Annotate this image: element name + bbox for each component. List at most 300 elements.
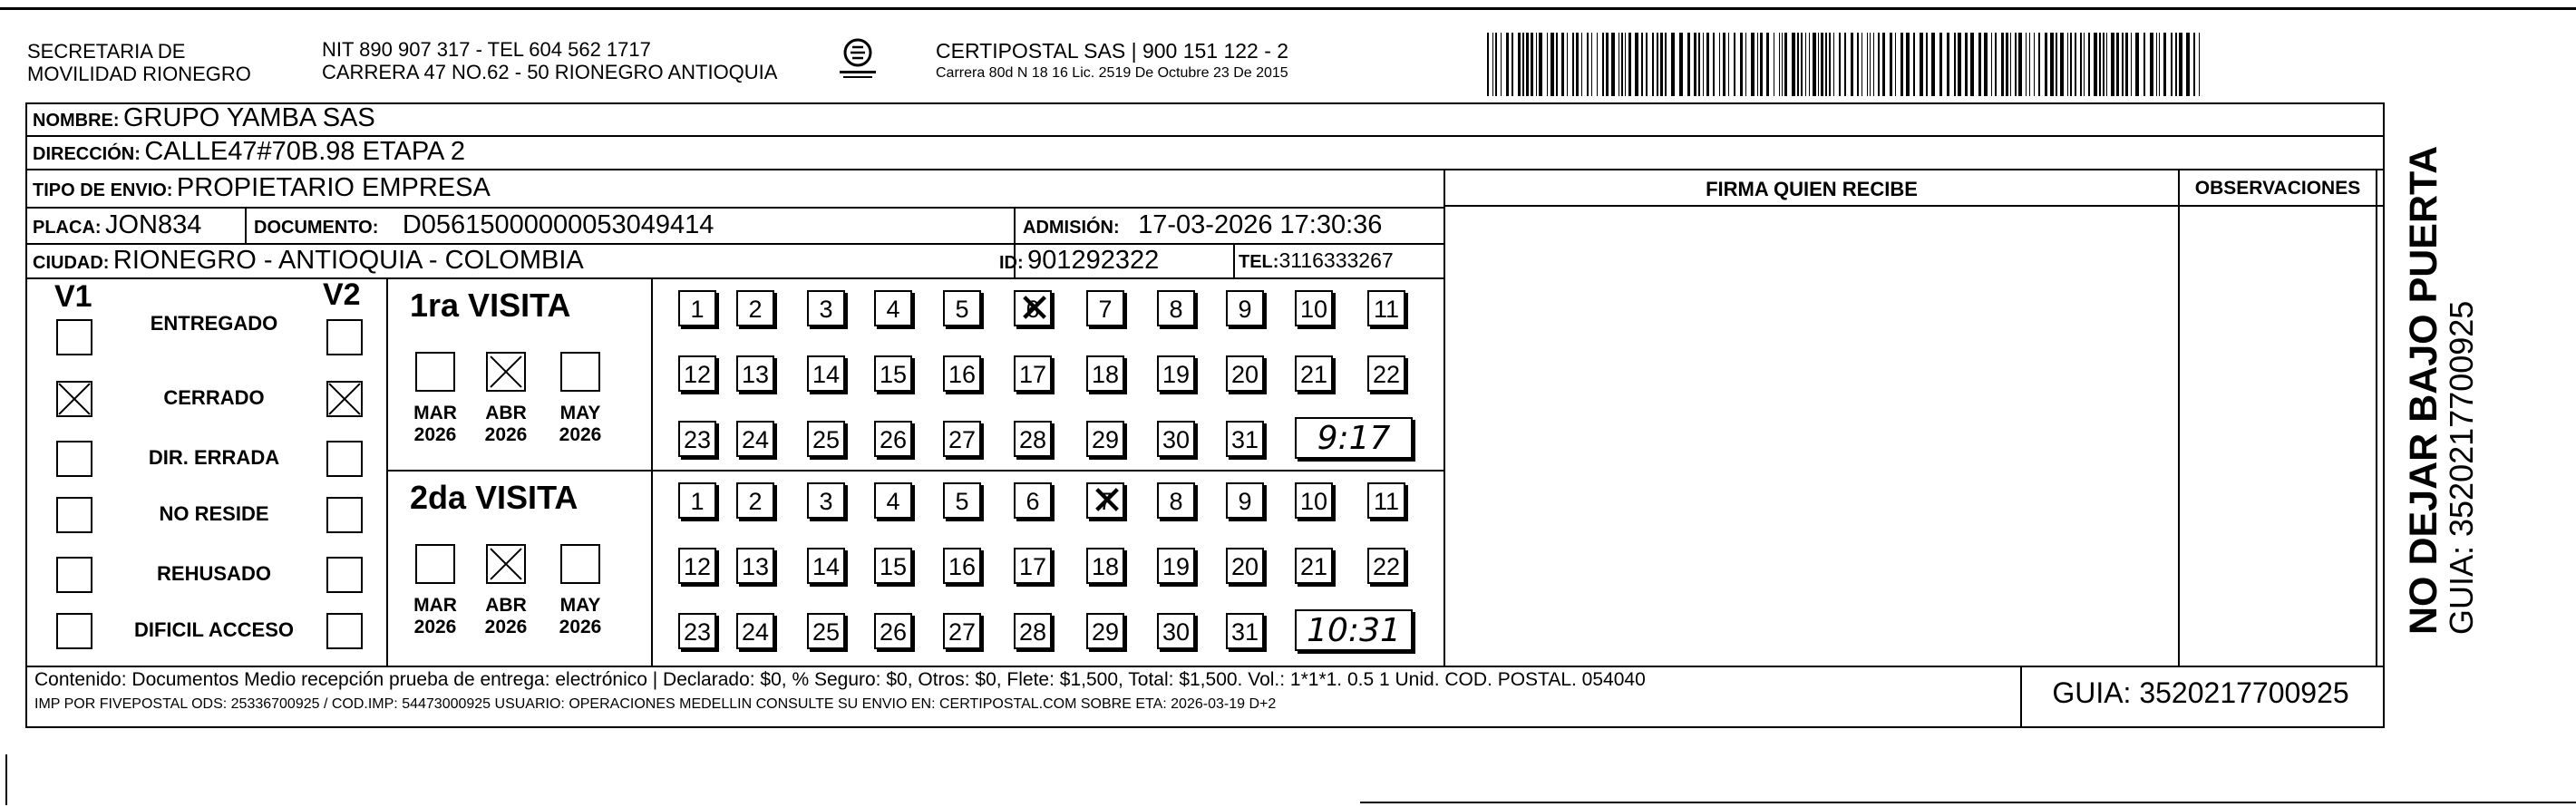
footer-guide: GUIA: 3520217700925: [2052, 676, 2349, 709]
day-box[interactable]: 11: [1367, 290, 1405, 326]
v1-checkbox[interactable]: [56, 441, 92, 477]
month-label: [479, 403, 533, 446]
month-checkbox-abr[interactable]: [486, 544, 526, 584]
address-label: DIRECCIÓN:: [33, 144, 141, 164]
day-box[interactable]: 31: [1226, 613, 1264, 649]
barcode-bar: [2015, 33, 2017, 96]
barcode-bar: [1611, 33, 1615, 96]
col-line-months: [651, 277, 653, 666]
barcode-bar: [1995, 33, 1997, 96]
city-label: CIUDAD:: [33, 253, 110, 273]
day-box[interactable]: 15: [874, 355, 912, 392]
courier-logo-icon: [834, 36, 881, 83]
sender-name: [27, 40, 251, 85]
barcode-bar: [1728, 33, 1729, 96]
barcode-bar: [1991, 33, 1992, 96]
v2-header: V2: [323, 277, 361, 312]
month-checkbox-abr[interactable]: [486, 352, 526, 392]
month-checkbox-mar[interactable]: [415, 544, 455, 584]
day-box[interactable]: 1: [678, 482, 716, 519]
barcode-bar: [1978, 33, 1981, 96]
day-box[interactable]: 17: [1014, 548, 1052, 584]
status-label: CERRADO: [163, 386, 265, 409]
barcode-bar: [2103, 33, 2105, 96]
type-label: TIPO DE ENVIO:: [33, 180, 173, 200]
barcode-bar: [2056, 33, 2057, 96]
visit-time[interactable]: 10:31: [1295, 609, 1413, 651]
barcode-bar: [2099, 33, 2101, 96]
day-box[interactable]: 20: [1226, 355, 1264, 392]
barcode-bar: [2135, 33, 2139, 96]
barcode-bar: [1561, 33, 1564, 96]
barcode-bar: [1652, 33, 1654, 96]
day-box[interactable]: 30: [1157, 421, 1195, 457]
id-label: ID:: [999, 253, 1024, 273]
col-line-right: [2376, 169, 2377, 666]
day-box[interactable]: 18: [1086, 355, 1124, 392]
day-box[interactable]: 26: [874, 421, 912, 457]
v1-checkbox[interactable]: [56, 557, 92, 593]
day-box[interactable]: 13: [736, 548, 774, 584]
barcode-bar: [1809, 33, 1810, 96]
day-box[interactable]: 12: [678, 355, 716, 392]
col-line-tel: [1233, 243, 1235, 277]
barcode-bar: [2186, 33, 2190, 96]
barcode-bar: [1867, 33, 1868, 96]
day-box[interactable]: 25: [807, 421, 845, 457]
barcode-bar: [2034, 33, 2035, 96]
day-box[interactable]: 20: [1226, 548, 1264, 584]
month-name: MAY: [559, 595, 601, 616]
barcode-bar: [1857, 33, 1859, 96]
day-box[interactable]: 29: [1086, 421, 1124, 457]
barcode-bar: [1526, 33, 1529, 96]
barcode-bar: [2125, 33, 2128, 96]
month-year: 2026: [559, 617, 602, 637]
barcode-bar: [1591, 33, 1592, 96]
barcode-bar: [1839, 33, 1841, 96]
courier-info: [936, 38, 1288, 83]
barcode-bar: [1958, 33, 1961, 96]
barcode-bar: [1547, 33, 1548, 96]
barcode-bar: [1512, 33, 1513, 96]
barcode-bar: [1518, 33, 1521, 96]
barcode-bar: [2131, 33, 2132, 96]
barcode-bar: [2106, 33, 2107, 96]
barcode-bar: [2018, 33, 2022, 96]
barcode-bar: [2045, 33, 2047, 96]
barcode-bar: [1501, 33, 1502, 96]
day-box[interactable]: 9: [1226, 482, 1264, 519]
address-line: CARRERA 47 NO.62 - 50 RIONEGRO ANTIOQUIA: [322, 61, 778, 83]
barcode-bar: [1745, 33, 1746, 96]
barcode-bar: [1713, 33, 1715, 96]
barcode-bar: [1719, 33, 1720, 96]
barcode-bar: [1873, 33, 1874, 96]
plate-field: [33, 209, 201, 246]
visit-title: 1ra VISITA: [410, 287, 571, 324]
type-value: PROPIETARIO EMPRESA: [176, 173, 491, 202]
v2-checkbox[interactable]: [326, 441, 363, 477]
admission-field: [1023, 209, 1382, 246]
barcode-bar: [1740, 33, 1743, 96]
day-box[interactable]: 27: [943, 613, 981, 649]
day-box[interactable]: 22: [1367, 355, 1405, 392]
month-name: MAR: [413, 403, 457, 423]
barcode-bar: [1539, 33, 1542, 96]
col-line-guide: [2020, 666, 2022, 728]
nit-line: NIT 890 907 317 - TEL 604 562 1717: [322, 38, 651, 61]
visit-title: 2da VISITA: [410, 479, 578, 516]
barcode-bar: [1703, 33, 1704, 96]
month-year: 2026: [413, 424, 457, 445]
v2-checkbox[interactable]: [326, 557, 363, 593]
city-field: [33, 244, 584, 281]
barcode-bar: [1882, 33, 1885, 96]
sender-contact: [322, 38, 777, 83]
month-year: 2026: [484, 424, 528, 445]
day-box[interactable]: 7 ✕: [1086, 482, 1124, 519]
top-border: [0, 7, 2576, 10]
barcode-bar: [1635, 33, 1638, 96]
barcode-bar: [2026, 33, 2027, 96]
barcode-bar: [2179, 33, 2182, 96]
v1-checkbox[interactable]: [56, 613, 92, 649]
barcode-bar: [1757, 33, 1758, 96]
tel-value: 3116333267: [1278, 248, 1394, 272]
status-label: DIFICIL ACCESO: [133, 618, 294, 641]
barcode-bar: [1660, 33, 1663, 96]
day-box[interactable]: 9: [1226, 290, 1264, 326]
day-box[interactable]: 5: [943, 290, 981, 326]
barcode-bar: [2150, 33, 2153, 96]
barcode-bar: [2038, 33, 2040, 96]
barcode-bar: [1906, 33, 1910, 96]
barcode-bar: [2060, 33, 2064, 96]
v1-header: V1: [54, 279, 92, 314]
barcode-bar: [1671, 33, 1675, 96]
barcode-bar: [1550, 33, 1554, 96]
barcode-bar: [2001, 33, 2004, 96]
barcode-bar: [1954, 33, 1956, 96]
month-name: MAR: [413, 595, 457, 616]
day-box[interactable]: 21: [1295, 355, 1333, 392]
v2-checkbox[interactable]: [326, 613, 363, 649]
barcode-bar: [1821, 33, 1823, 96]
barcode-bar: [1805, 33, 1806, 96]
sender-line-2: MOVILIDAD RIONEGRO: [27, 63, 251, 85]
barcode-bar: [1602, 33, 1604, 96]
barcode-bar: [1939, 33, 1942, 96]
barcode-bar: [2006, 33, 2008, 96]
barcode-bar: [1556, 33, 1558, 96]
barcode-bar: [2159, 33, 2160, 96]
day-box[interactable]: 24: [736, 421, 774, 457]
observations-header: OBSERVACIONES: [2194, 178, 2361, 199]
day-box[interactable]: 27: [943, 421, 981, 457]
day-box[interactable]: 25: [807, 613, 845, 649]
day-box[interactable]: 4: [874, 482, 912, 519]
v1-checkbox[interactable]: [56, 319, 92, 355]
barcode-bar: [1851, 33, 1853, 96]
col-line-status: [386, 277, 388, 666]
footer-imp: IMP POR FIVEPOSTAL ODS: 25336700925 / COD.IMP: 54473000925 USUARIO: OPERACIONES MEDELLIN CONSULTE SU ENVIO EN: CERTIPOSTAL.COM SOBRE ETA: 2026-03-19 D+2: [34, 696, 1277, 712]
barcode-bar: [1782, 33, 1783, 96]
day-box[interactable]: 18: [1086, 548, 1124, 584]
day-box[interactable]: 2: [736, 482, 774, 519]
name-value: GRUPO YAMBA SAS: [123, 103, 375, 132]
barcode-bar: [1492, 33, 1493, 96]
barcode-bar: [2080, 33, 2082, 96]
day-box[interactable]: 7: [1086, 290, 1124, 326]
barcode-bar: [1797, 33, 1799, 96]
month-label: [408, 595, 462, 638]
day-box[interactable]: 12: [678, 548, 716, 584]
day-box[interactable]: 28: [1014, 421, 1052, 457]
v1-checkbox[interactable]: [56, 497, 92, 533]
barcode-bar: [2029, 33, 2030, 96]
status-label: NO RESIDE: [159, 502, 269, 525]
barcode-bar: [1926, 33, 1928, 96]
day-box[interactable]: 5: [943, 482, 981, 519]
no-slide-under-door-warning: NO DEJAR BAJO PUERTA: [2402, 145, 2445, 635]
status-label: REHUSADO: [157, 562, 271, 585]
barcode-bar: [1495, 33, 1497, 96]
barcode-bar: [1931, 33, 1935, 96]
month-label: [553, 595, 608, 638]
v1-checkbox[interactable]: [56, 381, 92, 417]
day-box[interactable]: 31: [1226, 421, 1264, 457]
barcode-bar: [2111, 33, 2114, 96]
barcode-bar: [1792, 33, 1795, 96]
day-box[interactable]: 16: [943, 355, 981, 392]
barcode-bar: [2010, 33, 2011, 96]
barcode-bar: [2070, 33, 2072, 96]
barcode-bar: [1760, 33, 1763, 96]
barcode-bar: [1895, 33, 1896, 96]
day-box[interactable]: 8: [1157, 482, 1195, 519]
v2-checkbox[interactable]: [326, 381, 363, 417]
barcode-bar: [1522, 33, 1524, 96]
plate-value: JON834: [105, 210, 202, 239]
barcode-bar: [1844, 33, 1846, 96]
col-line-plate: [245, 207, 247, 243]
barcode-bar: [1531, 33, 1533, 96]
day-box[interactable]: 22: [1367, 548, 1405, 584]
day-box[interactable]: 19: [1157, 548, 1195, 584]
barcode-bar: [2122, 33, 2124, 96]
left-mark: [5, 754, 7, 805]
status-label: DIR. ERRADA: [148, 446, 280, 469]
barcode-bar: [1679, 33, 1683, 96]
month-year: 2026: [484, 617, 528, 637]
status-label: ENTREGADO: [150, 312, 278, 335]
day-box[interactable]: 24: [736, 613, 774, 649]
col-line-obs: [2178, 169, 2180, 666]
day-box[interactable]: 23: [678, 613, 716, 649]
month-name: ABR: [485, 403, 527, 423]
barcode-bar: [1646, 33, 1648, 96]
type-field: [33, 171, 491, 209]
day-box[interactable]: 14: [807, 355, 845, 392]
month-label: [408, 403, 462, 446]
barcode-bar: [1984, 33, 1988, 96]
barcode-bar: [2193, 33, 2195, 96]
barcode-bar: [2199, 33, 2200, 96]
day-box[interactable]: 26: [874, 613, 912, 649]
barcode-bar: [1487, 33, 1489, 96]
day-box[interactable]: 14: [807, 548, 845, 584]
day-box[interactable]: 2: [736, 290, 774, 326]
barcode-bar: [1628, 33, 1631, 96]
barcode-bar: [1536, 33, 1537, 96]
day-box[interactable]: 21: [1295, 548, 1333, 584]
day-box[interactable]: 11: [1367, 482, 1405, 519]
v2-checkbox[interactable]: [326, 497, 363, 533]
day-box[interactable]: 29: [1086, 613, 1124, 649]
barcode-bar: [1581, 33, 1582, 96]
day-box[interactable]: 23: [678, 421, 716, 457]
address-value: CALLE47#70B.98 ETAPA 2: [144, 137, 465, 166]
id-value: 901292322: [1027, 246, 1160, 275]
day-box[interactable]: 1: [678, 290, 716, 326]
barcode-bar: [1890, 33, 1892, 96]
day-box[interactable]: 19: [1157, 355, 1195, 392]
barcode-bar: [1825, 33, 1827, 96]
barcode-bar: [2175, 33, 2177, 96]
month-label: [553, 403, 608, 446]
day-box[interactable]: 30: [1157, 613, 1195, 649]
barcode-bar: [1625, 33, 1626, 96]
month-year: 2026: [413, 617, 457, 637]
day-box[interactable]: 6 ✕: [1014, 290, 1052, 326]
courier-line-2: Carrera 80d N 18 16 Lic. 2519 De Octubre 23 De 2015: [936, 65, 1288, 81]
day-box[interactable]: 28: [1014, 613, 1052, 649]
barcode-bar: [1818, 33, 1819, 96]
barcode: [1487, 33, 2203, 96]
barcode-bar: [1870, 33, 1871, 96]
barcode-bar: [2171, 33, 2173, 96]
barcode-bar: [2163, 33, 2166, 96]
barcode-bar: [1572, 33, 1574, 96]
month-label: [479, 595, 533, 638]
barcode-bar: [1641, 33, 1643, 96]
v2-checkbox[interactable]: [326, 319, 363, 355]
tel-field: [1239, 244, 1394, 280]
row-line-footer: [25, 666, 2385, 667]
barcode-bar: [1694, 33, 1696, 96]
barcode-bar: [1920, 33, 1923, 96]
signature-header: FIRMA QUIEN RECIBE: [1706, 178, 1918, 200]
name-label: NOMBRE:: [33, 111, 120, 131]
barcode-bar: [1829, 33, 1831, 96]
barcode-bar: [2084, 33, 2085, 96]
barcode-bar: [1723, 33, 1725, 96]
barcode-bar: [1970, 33, 1974, 96]
barcode-bar: [2050, 33, 2054, 96]
barcode-bar: [1878, 33, 1880, 96]
col-line-sign: [1444, 169, 1445, 666]
day-box[interactable]: 10: [1295, 290, 1333, 326]
barcode-bar: [2143, 33, 2145, 96]
document-value: D05615000000053049414: [402, 210, 714, 239]
side-guide: GUIA: 3520217700925: [2443, 300, 2480, 635]
barcode-bar: [1784, 33, 1787, 96]
barcode-bar: [1813, 33, 1816, 96]
barcode-bar: [1734, 33, 1735, 96]
day-box[interactable]: 10: [1295, 482, 1333, 519]
plate-label: PLACA:: [33, 218, 102, 238]
barcode-bar: [1706, 33, 1709, 96]
barcode-bar: [1801, 33, 1803, 96]
day-box[interactable]: 16: [943, 548, 981, 584]
month-name: MAY: [559, 403, 601, 423]
barcode-bar: [2067, 33, 2068, 96]
barcode-bar: [1965, 33, 1968, 96]
admission-value: 17-03-2026 17:30:36: [1138, 210, 1383, 239]
month-checkbox-mar[interactable]: [415, 352, 455, 392]
visit-separator: [386, 470, 1444, 472]
month-year: 2026: [559, 424, 602, 445]
name-field: [33, 102, 375, 139]
month-checkbox-may[interactable]: [560, 544, 600, 584]
day-box[interactable]: 15: [874, 548, 912, 584]
row-line-type: [1444, 205, 2385, 207]
day-box[interactable]: 8: [1157, 290, 1195, 326]
barcode-bar: [1597, 33, 1598, 96]
month-name: ABR: [485, 595, 527, 616]
barcode-bar: [2116, 33, 2119, 96]
barcode-bar: [1751, 33, 1755, 96]
barcode-bar: [1567, 33, 1568, 96]
barcode-bar: [1506, 33, 1509, 96]
document-field: [254, 209, 714, 246]
admission-label: ADMISIÓN:: [1023, 218, 1120, 238]
sender-line-1: SECRETARIA DE: [27, 40, 186, 63]
tel-label: TEL:: [1239, 252, 1279, 272]
barcode-bar: [2094, 33, 2097, 96]
barcode-bar: [1657, 33, 1658, 96]
barcode-bar: [1833, 33, 1834, 96]
barcode-bar: [1665, 33, 1667, 96]
address-field: [33, 135, 465, 172]
barcode-bar: [1621, 33, 1623, 96]
document-label: DOCUMENTO:: [254, 218, 379, 238]
city-value: RIONEGRO - ANTIOQUIA - COLOMBIA: [112, 246, 584, 275]
barcode-bar: [1587, 33, 1589, 96]
day-box[interactable]: 13: [736, 355, 774, 392]
day-box[interactable]: 3: [807, 482, 845, 519]
id-field: [999, 244, 1159, 281]
day-box[interactable]: 17: [1014, 355, 1052, 392]
day-box[interactable]: 4: [874, 290, 912, 326]
bottom-line: [1360, 802, 2576, 803]
barcode-bar: [1687, 33, 1690, 96]
barcode-bar: [1606, 33, 1609, 96]
visit-time[interactable]: 9:17: [1295, 417, 1413, 459]
barcode-bar: [2156, 33, 2157, 96]
barcode-bar: [1900, 33, 1903, 96]
day-box[interactable]: 6: [1014, 482, 1052, 519]
barcode-bar: [1913, 33, 1915, 96]
barcode-bar: [1779, 33, 1780, 96]
day-box[interactable]: 3: [807, 290, 845, 326]
barcode-bar: [1576, 33, 1579, 96]
footer-contents: Contenido: Documentos Medio recepción prueba de entrega: electrónico | Declarado: $0, % Seguro: $0, Otros: $0, Flete: $1,500, Total: $1,500. Vol.: 1*1*1. 0.5 1 Unid. COD. POSTAL. 054040: [34, 669, 1646, 690]
month-checkbox-may[interactable]: [560, 352, 600, 392]
barcode-bar: [1698, 33, 1700, 96]
barcode-bar: [1947, 33, 1949, 96]
